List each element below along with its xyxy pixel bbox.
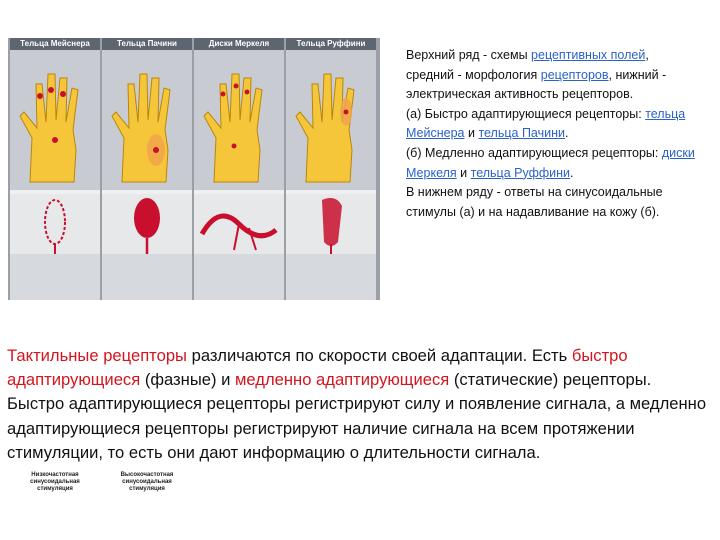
response-caption: Высокочастотная синусоидальная стимуляция [120,472,174,492]
pacini-morphology-icon [102,194,192,254]
column-title: Тельца Пачини [102,38,192,50]
ruffini-morphology-icon [286,194,376,254]
response-caption: Низкочастотная синусоидальная стимуляция [30,472,80,492]
column-title: Диски Меркеля [194,38,284,50]
link-merkel[interactable]: диски Меркеля [406,145,695,180]
figure-description: Верхний ряд - схемы рецептивных полей, средний - морфология рецепторов, нижний - электрическая активность рецепторов. (а) Быстро адаптирующиеся рецепторы: тельца Мейснера и тельца Пачини. (б) Медленно адаптирующиеся рецепторы: диски Меркеля и тельца Руффини. В нижнем ряду - ответы на синусоидальные стимулы (а) и на надавливание на кожу (б). [406,48,695,219]
hand-receptive-field-icon [286,50,376,190]
merkel-morphology-icon [194,194,284,254]
hand-receptive-field-icon [194,50,284,190]
panel-pacini [102,38,192,492]
column-title: Тельца Руффини [286,38,376,50]
link-pacini[interactable]: тельца Пачини [478,126,565,141]
link-receptors[interactable]: рецепторов [540,67,609,82]
hand-receptive-field-icon [10,50,100,190]
hand-receptive-field-icon [102,50,192,190]
link-receptive-fields[interactable]: рецептивных полей [531,48,646,62]
body-paragraph: Тактильные рецепторы различаются по скорости своей адаптации. Есть быстро адаптирующиеся (фазные) и медленно адаптирующиеся (статические) рецепторы. Быстро адаптирующиеся рецепторы регистрируют силу и появление сигнала, а медленно адаптирующиеся рецепторы регистрируют наличие сигнала на всем протяжении стимуляции, то есть они дают информацию о длительности сигнала. [7,346,707,462]
link-meissner[interactable]: тельца Мейснера [406,106,686,141]
panel-merkel [194,38,284,300]
meissner-morphology-icon [10,194,100,254]
panel-ruffini [286,38,376,300]
column-title: Тельца Мейснера [10,38,100,50]
link-ruffini[interactable]: тельца Руффини [470,165,571,180]
panel-meissner [10,38,100,492]
